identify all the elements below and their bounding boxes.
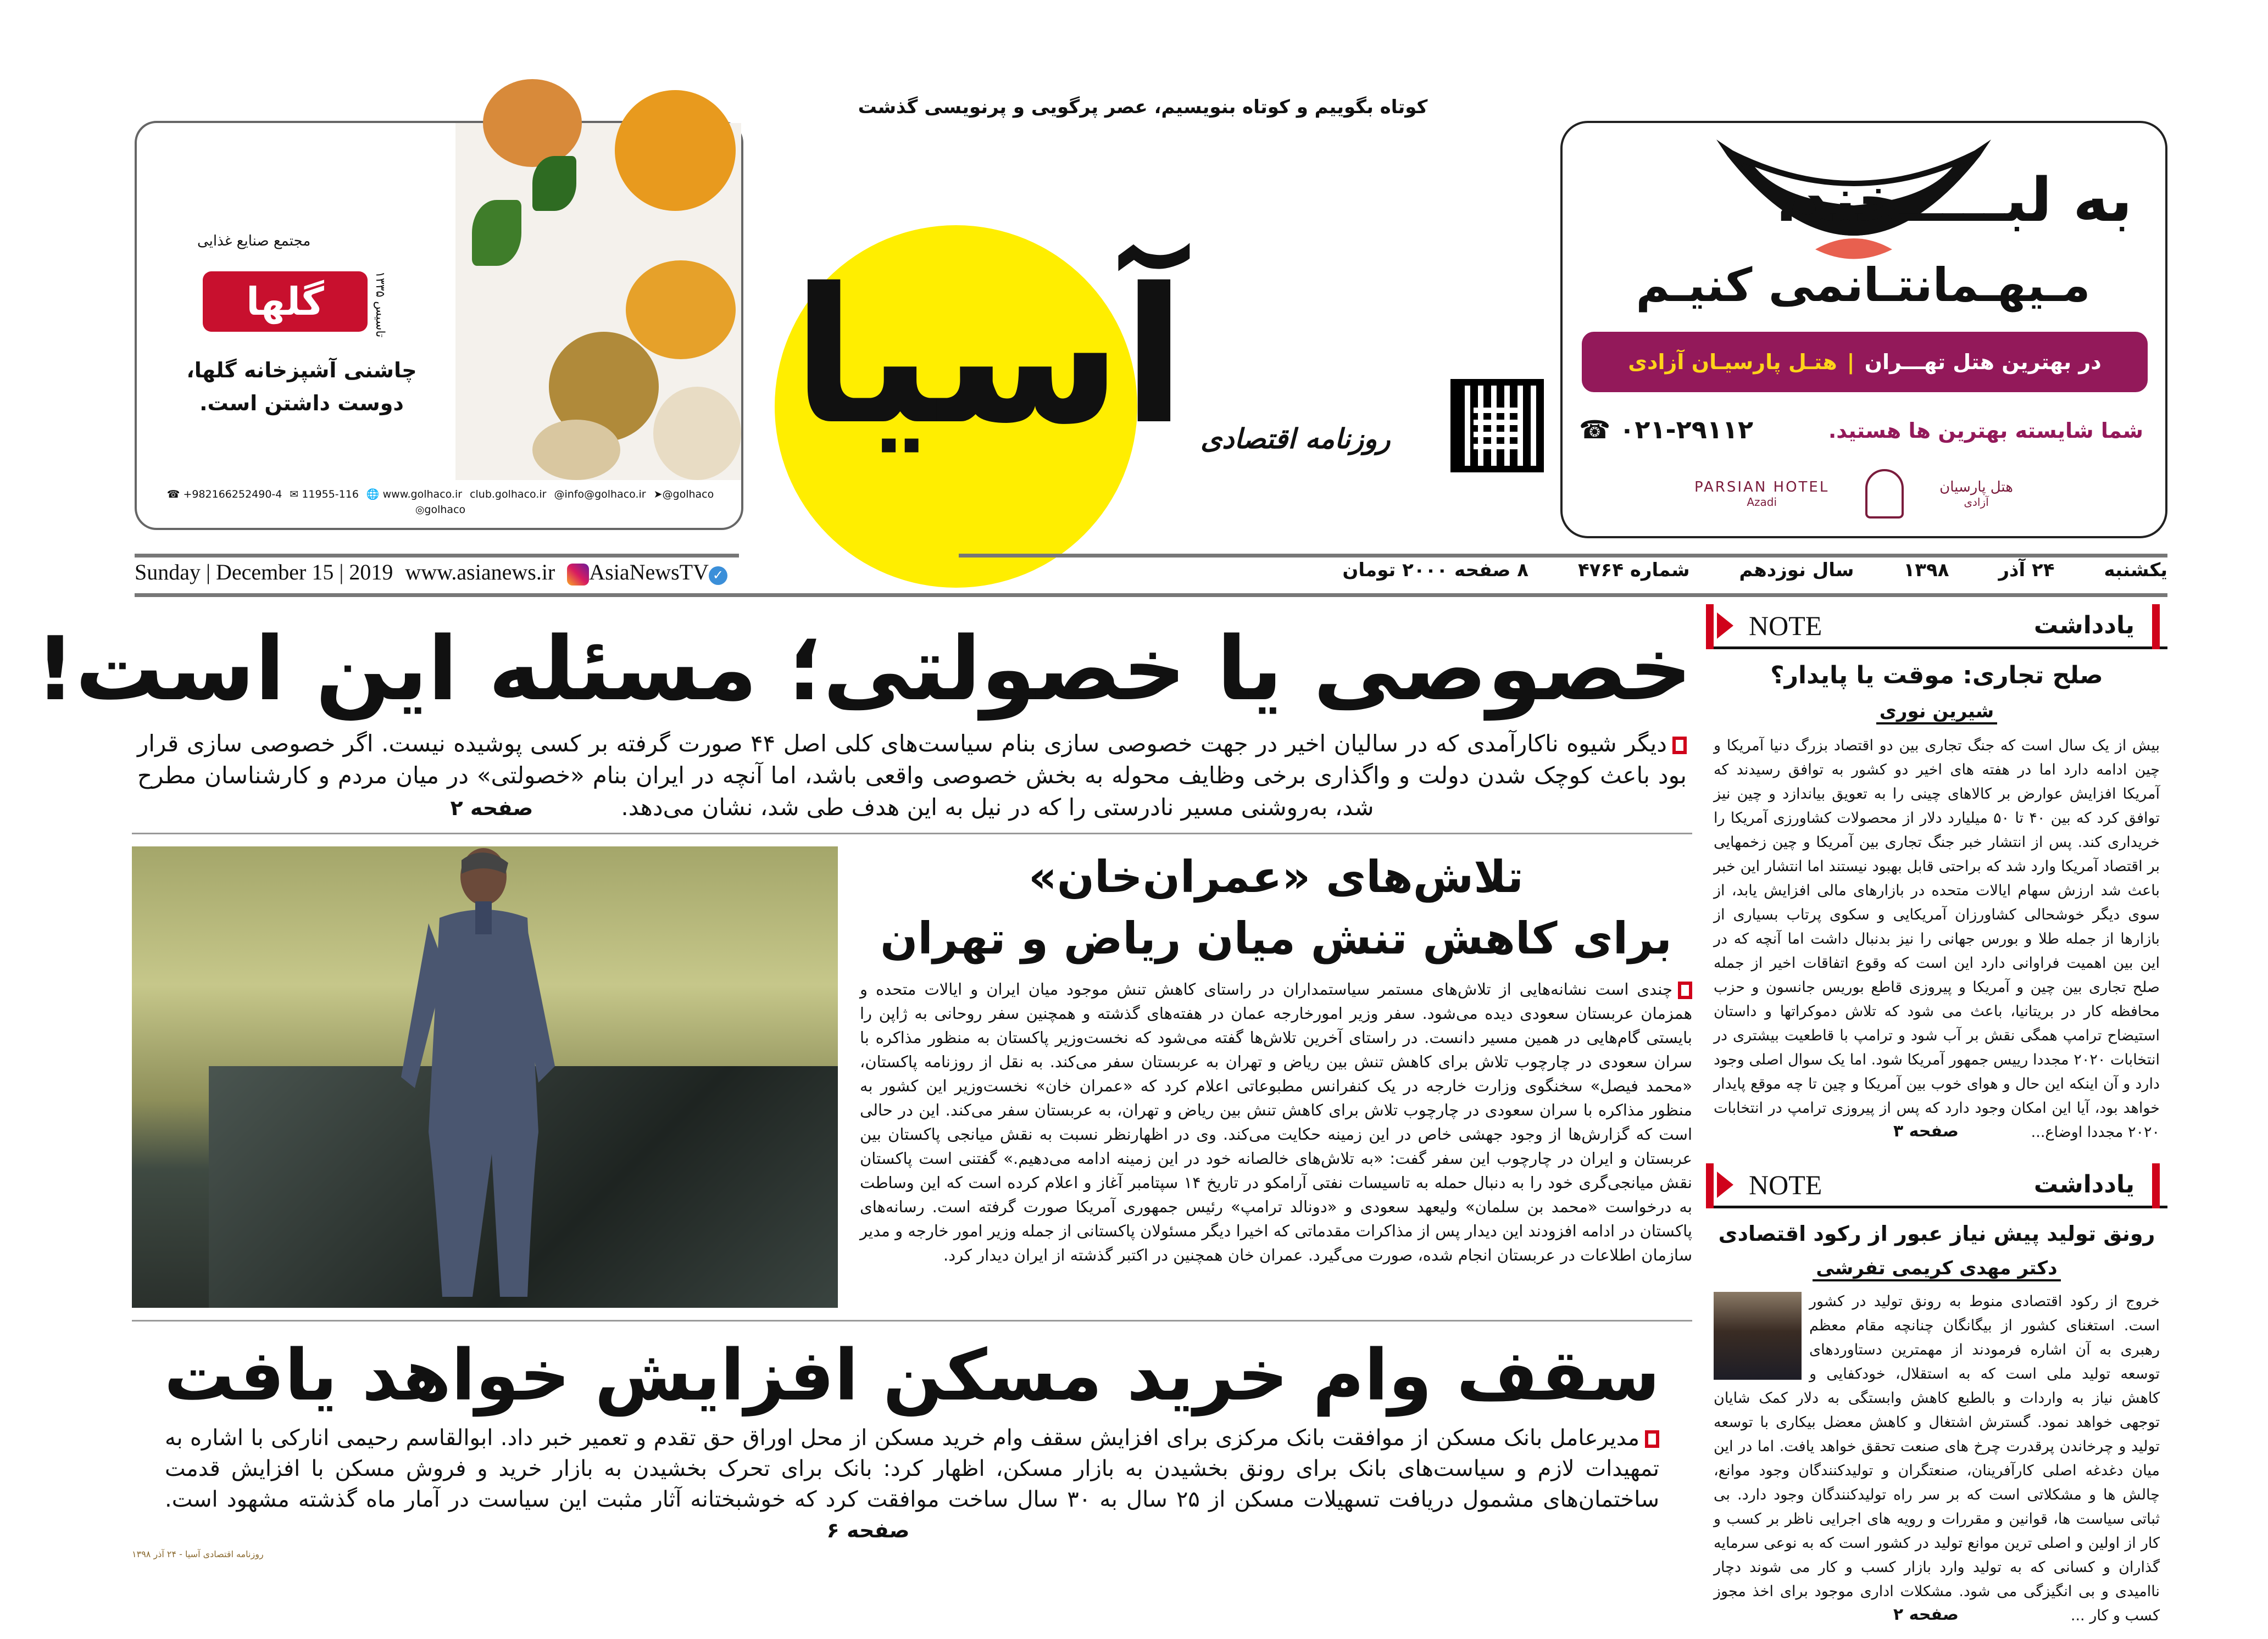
- ad-headline-1: به لبـــــخند،: [1775, 165, 2132, 235]
- headline-line: برای کاهش تنش میان ریاض و تهران: [880, 913, 1672, 964]
- instagram-link[interactable]: ◎golhaco: [415, 504, 466, 516]
- pages-price: ۸ صفحه ۲۰۰۰ تومان: [1342, 559, 1529, 581]
- qr-code-icon[interactable]: [1450, 379, 1544, 472]
- golha-logo: گلها: [203, 271, 368, 332]
- issue-number: شماره ۴۷۶۴: [1578, 559, 1690, 581]
- note-header: [1706, 604, 2167, 649]
- hotel-emblem-icon: [1865, 469, 1904, 519]
- divider: [135, 593, 2167, 597]
- divider: [135, 554, 739, 558]
- golha-founded: تاسیس ۱۳۳۵: [373, 271, 387, 338]
- newspaper-subtitle: روزنامه اقتصادی: [1200, 423, 1391, 455]
- bullet-icon: [1678, 982, 1692, 999]
- ad-phone[interactable]: ☎ ۰۲۱-۲۹۱۱۲: [1579, 415, 1754, 444]
- parsian-hotel-advertisement[interactable]: [1560, 121, 2167, 538]
- telephone-icon: ☎: [1579, 415, 1611, 444]
- note-author: شیرین نوری: [1706, 698, 2167, 725]
- band-text: در بهترین هتل تهـــران: [1864, 350, 2102, 374]
- slogan-line: چاشنی آشپزخانه گلها،: [186, 358, 417, 382]
- headline-line: تلاش‌های «عمران‌خان»: [1029, 851, 1524, 902]
- golha-contacts: [142, 487, 738, 517]
- persian-year: ۱۳۹۸: [1903, 559, 1949, 581]
- housing-summary: [132, 1423, 1692, 1546]
- author-photo: [1714, 1292, 1802, 1380]
- hotel-name-en: PARSIAN HOTEL: [1694, 479, 1830, 495]
- email-link[interactable]: @info@golhaco.ir: [554, 488, 646, 500]
- note-label-en: NOTE: [1717, 1169, 1822, 1201]
- imran-khan-body: چندی است نشانه‌هایی از تلاش‌های مستمر سیاستمداران در راستای کاهش تنش موجود میان ایران و ایالات متحده و همزمان عربستان سعودی دیده می‌شود. سفر وزیر امورخارجه عمان در هفته‌های گذشته و همچنین سفر روحانی به ژاپن را بایستی گام‌هایی در همین مسیر دانست. در راستای آخرین تلاش‌ها گفته می‌شود که نخست‌وزیر پاکستان به منظور مذاکره با سران سعودی در چارچوب تلاش برای کاهش تنش بین ریاض و تهران به عربستان سفر می‌کند. به نقل از روزنامه پاکستان، «محمد فیصل» سخنگوی وزارت خارجه در یک کنفرانس مطبوعاتی اعلام کرد که «عمران خان» نخست‌وزیر این کشور به منظور مذاکره با سران سعودی در چارچوب تلاش برای کاهش تنش بین ریاض و تهران، به عربستان سفر می‌کند. این در حالی است که گزارش‌ها از وجود جهشی خاص در این زمینه حکایت می‌کند. وی در اظهارنظر نسبت به نقش میانجی پاکستان بین عربستان و ایران در چارچوب این سفر گفت: «به تلاش‌های خالصانه خود در این زمینه ادامه می‌دهیم.» گفتنی است پاکستان نقش میانجی‌گری خود را به دنبال حمله به تاسیسات نفتی آرامکو در تاریخ ۱۴ سپتامبر آغاز و اعلام کرده است که این وساطت به درخواست «محمد بن سلمان» ولیعهد سعودی و «دونالد ترامپ» رئیس جمهوری آمریکا صورت گرفته است. رسانه‌های پاکستان در ادامه افزودند این دیدار پس از مذاکرات مقدماتی که اخیرا دیگر مسئولان پاکستانی از جمله وزیر امور خارجه و مدیر سازمان اطلاعات در عربستان انجام شده، صورت می‌گیرد. عمران خان همچنین در اکتبر گذشته از ایران دیدار کرد.: [860, 980, 1692, 1264]
- band-separator: |: [1847, 350, 1855, 374]
- telegram-link[interactable]: ➤@golhaco: [653, 488, 714, 500]
- triangle-icon: [1717, 612, 1733, 639]
- triangle-icon: [1717, 1172, 1733, 1198]
- club-link[interactable]: club.golhaco.ir: [470, 488, 547, 500]
- footer-credit: روزنامه اقتصادی آسیا - ۲۴ آذر ۱۳۹۸: [132, 1549, 264, 1559]
- masthead-tagline: کوتاه بگوییم و کوتاه بنویسیم، عصر پرگویی و پرنویسی گذشت: [858, 96, 1428, 118]
- volume: سال نوزدهم: [1739, 559, 1854, 581]
- weekday: یکشنبه: [2104, 559, 2167, 581]
- hotel-name-fa: هتل پارسیان: [1939, 479, 2013, 495]
- imran-khan-text: [860, 846, 1692, 1308]
- golha-group-label: مجتمع صنایع غذایی: [197, 233, 311, 249]
- page-reference[interactable]: صفحه ۲: [450, 796, 533, 820]
- main-headline[interactable]: خصوصی یا خصولتی؛ مسئله این است!: [35, 617, 1692, 720]
- english-date: Sunday | December 15 | 2019: [135, 560, 393, 585]
- note-label-en: NOTE: [1717, 610, 1822, 642]
- page-reference[interactable]: صفحه ۶: [826, 1518, 910, 1542]
- lead-text: دیگر شیوه ناکارآمدی که در سالیان اخیر در جهت خصوصی سازی بنام سیاست‌های کلی اصل ۴۴ صورت گرفته بر کسی پوشیده نیست. اگر خصوصی سازی قرار بود باعث کوچک شدن دولت و واگذاری برخی وظایف محوله به بخش خصوصی واقعی باشد، اما آنچه در ایران بنام «خصولتی» در میان مردم و کارشناسان مطرح شد، به‌روشنی مسیر نادرستی را که در نیل به این هدف طی شد، نشان می‌دهد.: [137, 730, 1687, 821]
- divider: [132, 1320, 1692, 1322]
- hotel-sub-fa: آزادی: [1964, 495, 1989, 509]
- imran-khan-headline[interactable]: [860, 846, 1692, 969]
- slogan-line: دوست داشتن است.: [199, 391, 404, 415]
- note-body: بیش از یک سال است که جنگ تجاری بین دو اقتصاد بزرگ دنیا آمریکا و چین ادامه دارد اما در هفته های اخیر دو کشور به توافق رسیدند که آمریکا افزایش عوارض بر کالاهای چینی را به تعویق بیاندازد و چین نیز توافق کرد که بین ۴۰ تا ۵۰ میلیارد دلار از محصولات کشاورزی آمریکا را خریداری کند. پس از انتشار خبر جنگ تجاری بین آمریکا و چین زخمهایی بر اقتصاد آمریکا وارد شد که براحتی قابل بهبود نیستند اما انتشار این خبر باعث شد ارزش سهام ایالات متحده در بازارهای مالی افزایش یابد، از سوی دیگر خوشحالی کشاورزان آمریکایی و سکوی پرتاب بسیاری از بازارها از جمله طلا و بورس جهانی را نیز بدنبال داشت اما آنچه که در این بین اهمیت فراوانی دارد این است که وقوع اتفاقات اخیر از جمله صلح تجاری بین چین و آمریکا و پیروزی قاطع بوریس جانسون و حزب محافظه کار در بریتانیا، باعث می شود که تلاش دموکراتها و داستان استیضاح ترامپ همگی نقش بر آب شود و ترامپ با قاطعیت بیشتری در انتخابات ۲۰۲۰ مجددا رییس جمهور آمریکا شود. اما یک سوال اصلی وجود دارد و آن اینکه این حال و هوای خوب بین آمریکا و چین تا چه موقع پایدار خواهد بود، آیا این امکان وجود دارد که پس از پیروزی ترامپ در انتخابات ۲۰۲۰ مجددا اوضاع...: [1714, 737, 2160, 1141]
- hotel-logo: [1694, 469, 2013, 519]
- verified-icon: ✓: [709, 566, 727, 585]
- band-hotel-name: هتـل پارسیـان آزادی: [1628, 350, 1837, 374]
- golha-advertisement[interactable]: [135, 121, 743, 530]
- note-column-1: [1706, 604, 2167, 1142]
- bullet-icon: [1672, 737, 1687, 754]
- page-reference[interactable]: صفحه ۲: [1893, 1605, 1959, 1624]
- persian-date: ۲۴ آذر: [1998, 559, 2055, 581]
- note-label-fa: یادداشت: [2033, 1170, 2134, 1198]
- hotel-sub-en: Azadi: [1747, 495, 1777, 509]
- imran-khan-story: [132, 846, 1692, 1308]
- main-column: [35, 610, 1692, 1559]
- ad-band: [1582, 332, 2148, 392]
- instagram-link[interactable]: AsiaNewsTV ✓: [567, 559, 727, 586]
- note-title[interactable]: صلح تجاری: موقت یا پایدار؟: [1770, 661, 2103, 689]
- note-author: دکتر مهدی کریمی تفرشی: [1706, 1255, 2167, 1282]
- lead-summary: [132, 728, 1692, 824]
- note-column-2: [1706, 1163, 2167, 1626]
- housing-text: مدیرعامل بانک مسکن از موافقت بانک مرکزی برای افزایش سقف وام خرید مسکن از محل اوراق حق تقدم و تعمیر خبر داد. ابوالقاسم رحیمی انارکی با اشاره به تمهیدات لازم و سیاست‌های بانک برای رونق بخشیدن به بازار مسکن، اظهار کرد: بانک برای تحرک بخشیدن به بازار خرید و فروش مسکن با افزایش قدمت ساختمان‌های مشمول دریافت تسهیلات مسکن از ۲۵ سال به ۳۰ سال ساخت موافقت کرد که خوشبختانه آثار مثبت این سیاست در آمار ماه گذشته مشهود است.: [165, 1425, 1659, 1512]
- phone-contact: ☎ +982166252490-4: [166, 488, 282, 500]
- imran-khan-photo: [132, 846, 838, 1308]
- divider: [132, 833, 1692, 834]
- pobox-contact: ✉ 11955-116: [290, 488, 359, 500]
- note-label-fa: یادداشت: [2033, 611, 2134, 639]
- divider: [959, 554, 2167, 558]
- website-link[interactable]: 🌐 www.golhaco.ir: [366, 488, 463, 500]
- page-reference[interactable]: صفحه ۳: [1893, 1122, 1959, 1141]
- newspaper-logo: آسیا: [792, 248, 1186, 466]
- note-title[interactable]: رونق تولید پیش نیاز عبور از رکود اقتصادی: [1718, 1222, 2155, 1246]
- spices-image: [455, 123, 741, 480]
- note-body: خروج از رکود اقتصادی منوط به رونق تولید در کشور است. استغنای کشور از بیگانگان چنانچه مقام معظم رهبری به آن اشاره فرمودند از مهمترین دستاوردهای توسعه تولید ملی است که به استقلال، خودکفایی و کاهش نیاز به واردات و بالطبع کاهش وابستگی به دلار کمک شایان توجهی خواهد نمود. گسترش اشتغال و کاهش معضل بیکاری با توسعه تولید و چرخاندن پرقدرت چرخ های صنعت تحقق خواهد یافت. اما در این میان دغدغه اصلی کارآفرینان، صنعتگران و تولیدکنندگان وجود موانع، چالش ها و مشکلاتی است که بر سر راه تولیدکنندگان وجود دارد. بی ثباتی سیاست ها، قوانین و مقررات و رویه های اجرایی ناظر بر کسب و کار از اولین و اصلی ترین موانع تولید در کشور است که به نوعی سرمایه گذاران و کسانی که به تولید وارد بازار کسب و کار می شوند دچار ناامیدی و بی انگیزگی می شود. مشکلات اداری موجود برای اخذ مجوز کسب و کار ...: [1714, 1293, 2160, 1624]
- housing-headline[interactable]: سقف وام خرید مسکن افزایش خواهد یافت: [164, 1335, 1660, 1417]
- golha-slogan: [153, 354, 450, 420]
- instagram-icon: [567, 564, 589, 586]
- website-link[interactable]: www.asianews.ir: [405, 560, 555, 585]
- ad-tagline: شما شایسته بهترین ها هستید.: [1828, 419, 2143, 443]
- note-header: [1706, 1163, 2167, 1208]
- ad-headline-2: مـیهـمانتـانمی کنیـم: [1636, 258, 2091, 312]
- date-bar: [135, 559, 2167, 587]
- bullet-icon: [1645, 1430, 1659, 1448]
